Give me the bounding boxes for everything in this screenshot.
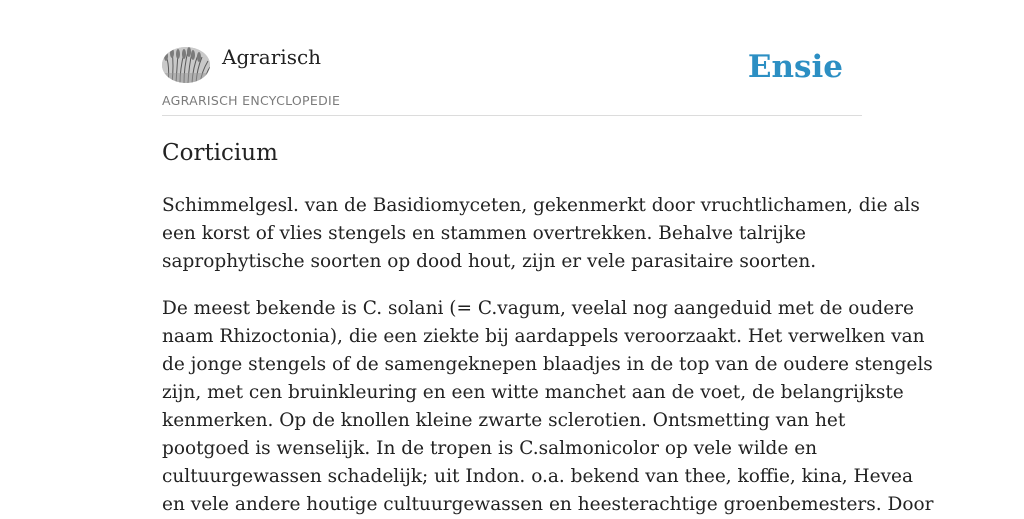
page-title: Corticium <box>162 140 278 166</box>
site-name[interactable]: Agrarisch <box>222 45 322 69</box>
text-line: kenmerken. Op de knollen kleine zwarte sclerotien. Ontsmetting van het <box>162 410 846 431</box>
site-header <box>162 0 862 116</box>
page <box>162 0 934 515</box>
text-line: cultuurgewassen schadelijk; uit Indon. o.a. bekend van thee, koffie, kina, Hevea <box>162 466 914 487</box>
text-line: naam Rhizoctonia), die een ziekte bij aardappels veroorzaakt. Het verwelken van <box>162 326 925 347</box>
ensie-logo-link[interactable]: Ensie <box>747 49 843 85</box>
text-line: en vele andere houtige cultuurgewassen en heesterachtige groenbemesters. Door <box>162 494 934 515</box>
article-body <box>162 192 934 519</box>
text-line: pootgoed is wenselijk. In de tropen is C.salmonicolor op vele wilde en <box>162 438 818 459</box>
site-subtitle: AGRARISCH ENCYCLOPEDIE <box>162 93 341 108</box>
paragraph <box>162 295 934 519</box>
text-line: zijn, met cen bruinkleuring en een witte manchet aan de voet, de belangrijkste <box>162 382 904 403</box>
paragraph <box>162 192 920 276</box>
text-line: de jonge stengels of de samengeknepen blaadjes in de top van de oudere stengels <box>162 354 933 375</box>
text-line: saprophytische soorten op dood hout, zijn er vele parasitaire soorten. <box>162 251 817 272</box>
text-line: een korst of vlies stengels en stammen overtrekken. Behalve talrijke <box>162 223 806 244</box>
wheat-field-icon[interactable] <box>162 47 210 83</box>
text-line: De meest bekende is C. solani (= C.vagum, veelal nog aangeduid met de oudere <box>162 298 914 319</box>
text-line: Schimmelgesl. van de Basidiomyceten, gekenmerkt door vruchtlichamen, die als <box>162 195 920 216</box>
